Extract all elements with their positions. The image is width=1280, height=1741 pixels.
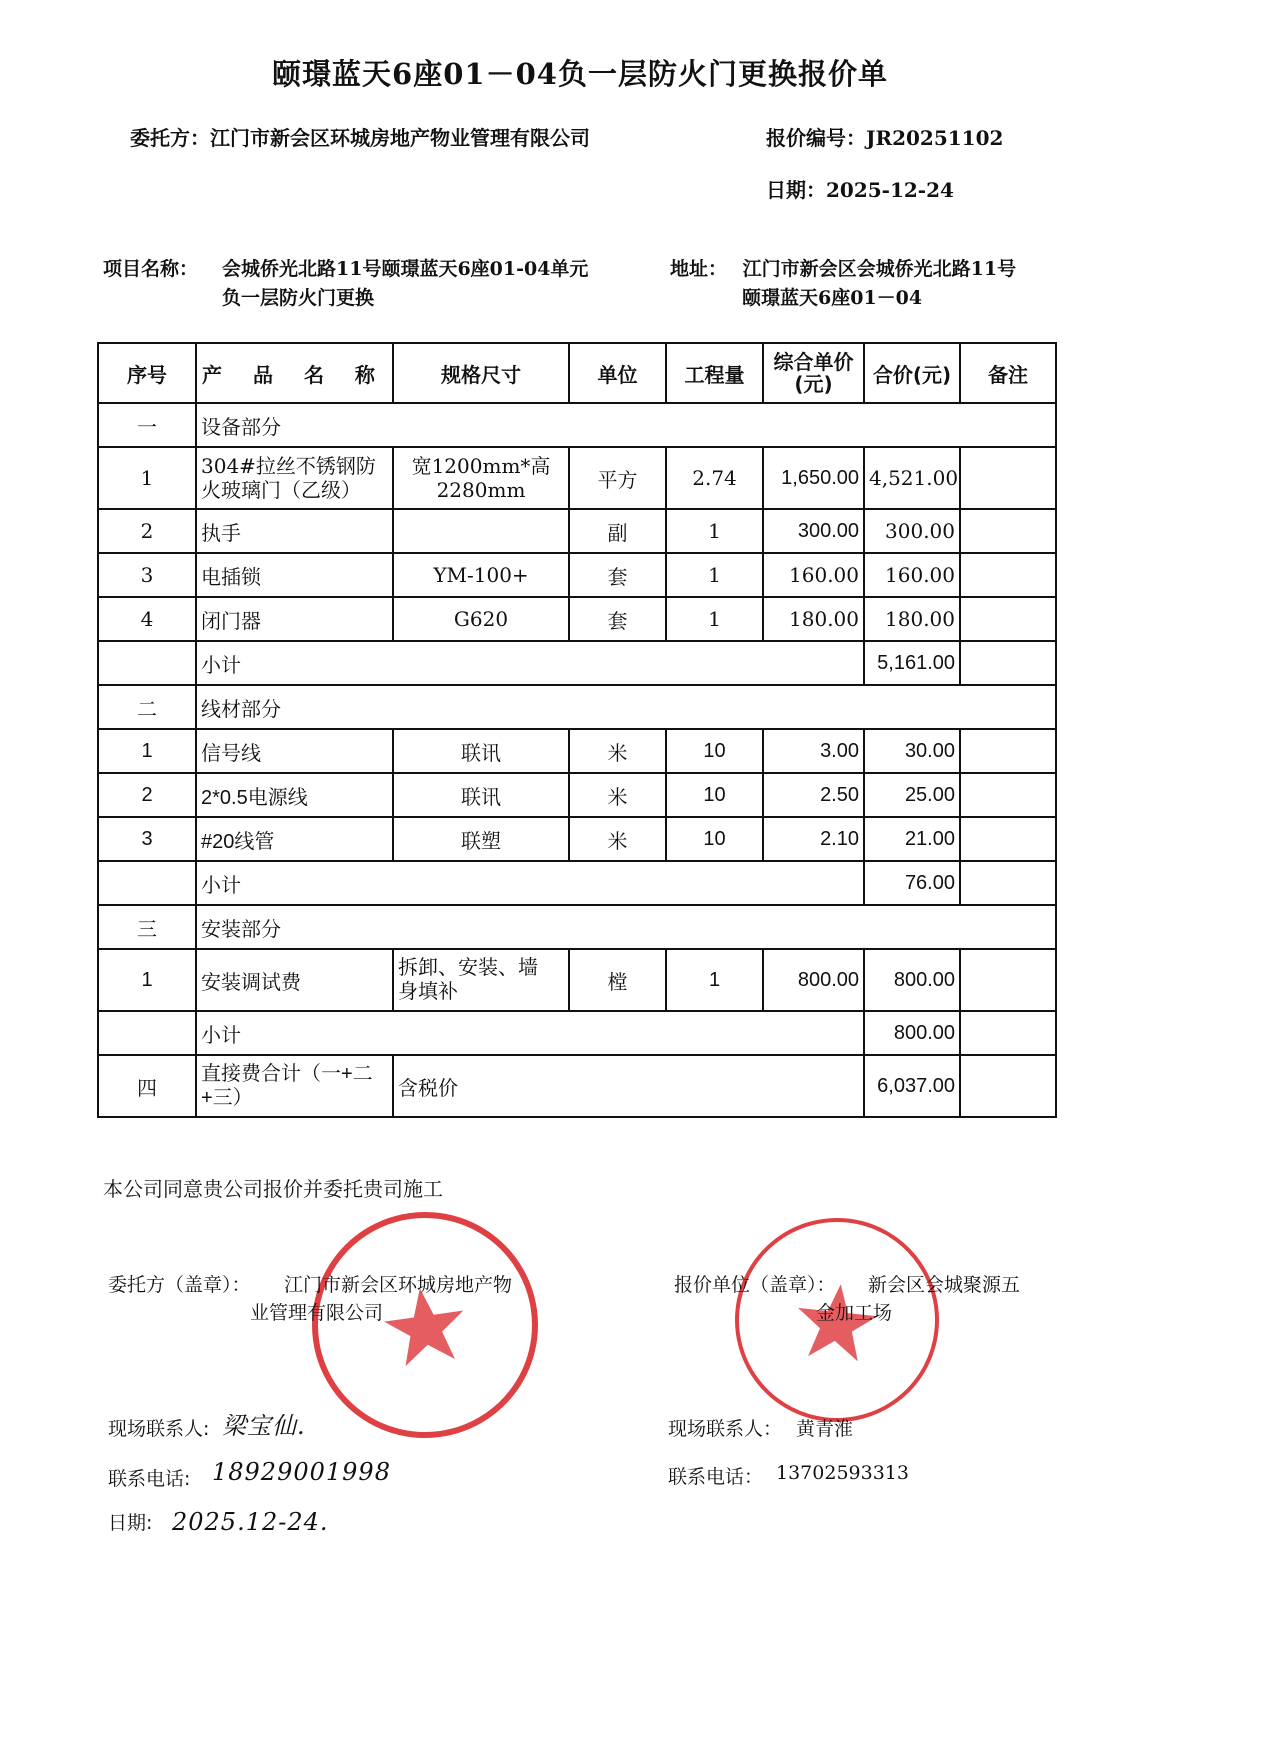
section-name: 设备部分 <box>196 403 1056 447</box>
row-no: 3 <box>98 553 196 597</box>
col-header-note: 备注 <box>960 343 1056 403</box>
table-row <box>98 817 1056 861</box>
row-spec-l1: 宽1200mm*高 <box>411 454 551 478</box>
section-index: 二 <box>98 685 196 729</box>
row-no: 1 <box>98 447 196 509</box>
address-line2: 颐璟蓝天6座01－04 <box>742 287 923 309</box>
row-spec: 联讯 <box>393 773 569 817</box>
section-index: 一 <box>98 403 196 447</box>
row-no: 3 <box>98 817 196 861</box>
agreement-text: 本公司同意贵公司报价并委托贵司施工 <box>103 1177 443 1201</box>
row-unit: 副 <box>569 509 666 553</box>
row-qty: 1 <box>666 509 763 553</box>
table-row <box>98 729 1056 773</box>
tax-note: 含税价 <box>393 1055 864 1117</box>
project-label: 项目名称： <box>103 258 199 280</box>
vendor-phone-value: 13702593313 <box>776 1462 909 1484</box>
subtotal-row <box>98 641 1056 685</box>
row-spec-l2: 身填补 <box>398 981 458 1003</box>
quote-number-label: 报价编号： <box>766 126 866 150</box>
subtotal-value: 800.00 <box>864 1011 960 1055</box>
row-no: 1 <box>98 949 196 1011</box>
row-spec: G620 <box>393 597 569 641</box>
subtotal-index <box>98 1011 196 1055</box>
grand-total-value: 6,037.00 <box>864 1055 960 1117</box>
row-qty: 10 <box>666 817 763 861</box>
table-row <box>98 509 1056 553</box>
client-date-handwritten: 2025.12-24. <box>172 1508 329 1536</box>
subtotal-index <box>98 861 196 905</box>
quote-date-value: 2025-12-24 <box>826 178 954 202</box>
row-name: #20线管 <box>196 817 393 861</box>
row-unit: 樘 <box>569 949 666 1011</box>
client-phone-label: 联系电话: <box>108 1468 191 1490</box>
row-spec-l1: 拆卸、安装、墙 <box>398 957 538 979</box>
subtotal-index <box>98 641 196 685</box>
subtotal-note <box>960 861 1056 905</box>
row-no: 4 <box>98 597 196 641</box>
table-row <box>98 553 1056 597</box>
row-total: 21.00 <box>864 817 960 861</box>
row-total: 30.00 <box>864 729 960 773</box>
row-name-l1: 304#拉丝不锈钢防 <box>201 454 376 478</box>
grand-note <box>960 1055 1056 1117</box>
row-spec: YM-100+ <box>393 553 569 597</box>
subtotal-value: 5,161.00 <box>864 641 960 685</box>
client-date-label: 日期: <box>108 1512 153 1534</box>
star-icon <box>304 1204 546 1446</box>
subtotal-note <box>960 1011 1056 1055</box>
row-note <box>960 817 1056 861</box>
address-line1: 江门市新会区会城侨光北路11号 <box>742 258 1017 280</box>
section-row <box>98 403 1056 447</box>
client-seal-name-l1: 江门市新会区环城房地产物 <box>284 1274 513 1296</box>
vendor-phone-label: 联系电话： <box>668 1466 764 1488</box>
row-price: 180.00 <box>763 597 864 641</box>
quote-date-label: 日期： <box>766 178 826 202</box>
project-name <box>222 255 588 313</box>
subtotal-row <box>98 861 1056 905</box>
row-total: 800.00 <box>864 949 960 1011</box>
address-label: 地址： <box>670 258 728 280</box>
grand-label-l2: +三） <box>201 1087 253 1109</box>
address-value <box>742 255 1016 313</box>
quote-table <box>97 342 1057 1118</box>
row-unit: 套 <box>569 597 666 641</box>
vendor-seal-name-l2: 金加工场 <box>816 1302 893 1324</box>
project-name-line2: 负一层防火门更换 <box>222 287 375 309</box>
table-row <box>98 949 1056 1011</box>
client-line <box>130 122 590 151</box>
section-row <box>98 905 1056 949</box>
row-qty: 10 <box>666 729 763 773</box>
row-no: 2 <box>98 509 196 553</box>
row-price: 1,650.00 <box>763 447 864 509</box>
section-name: 安装部分 <box>196 905 1056 949</box>
col-header-name: 产 品 名 称 <box>196 343 393 403</box>
row-total: 160.00 <box>864 553 960 597</box>
row-no: 2 <box>98 773 196 817</box>
client-phone-handwritten: 18929001998 <box>212 1458 391 1486</box>
section-index: 三 <box>98 905 196 949</box>
quote-number-value: JR20251102 <box>866 126 1004 150</box>
quote-number <box>766 122 1003 151</box>
project-name-line1: 会城侨光北路11号颐璟蓝天6座01-04单元 <box>222 258 589 280</box>
col-header-unit-price-l1: 综合单价 <box>773 350 854 374</box>
grand-label-l1: 直接费合计（一+二 <box>201 1063 373 1085</box>
client-seal-label: 委托方（盖章）： <box>108 1274 251 1296</box>
col-header-qty: 工程量 <box>666 343 763 403</box>
row-price: 2.50 <box>763 773 864 817</box>
table-row <box>98 447 1056 509</box>
col-header-unit: 单位 <box>569 343 666 403</box>
subtotal-value: 76.00 <box>864 861 960 905</box>
col-header-spec: 规格尺寸 <box>393 343 569 403</box>
row-total: 180.00 <box>864 597 960 641</box>
row-note <box>960 949 1056 1011</box>
row-note <box>960 773 1056 817</box>
row-price: 160.00 <box>763 553 864 597</box>
row-price: 800.00 <box>763 949 864 1011</box>
row-name: 信号线 <box>196 729 393 773</box>
row-no: 1 <box>98 729 196 773</box>
subtotal-row <box>98 1011 1056 1055</box>
client-label: 委托方： <box>130 126 210 150</box>
row-unit: 平方 <box>569 447 666 509</box>
row-qty: 10 <box>666 773 763 817</box>
row-unit: 米 <box>569 773 666 817</box>
row-note <box>960 597 1056 641</box>
grand-index: 四 <box>98 1055 196 1117</box>
subtotal-label: 小计 <box>196 861 864 905</box>
quote-date <box>766 174 954 203</box>
client-value: 江门市新会区环城房地产物业管理有限公司 <box>210 126 590 150</box>
subtotal-label: 小计 <box>196 1011 864 1055</box>
subtotal-label: 小计 <box>196 641 864 685</box>
row-name: 电插锁 <box>196 553 393 597</box>
col-header-no: 序号 <box>98 343 196 403</box>
row-spec: 联讯 <box>393 729 569 773</box>
client-company-stamp <box>297 1197 552 1452</box>
row-spec: 联塑 <box>393 817 569 861</box>
row-qty: 1 <box>666 949 763 1011</box>
row-note <box>960 447 1056 509</box>
client-contact-handwritten: 梁宝仙. <box>222 1412 306 1440</box>
section-name: 线材部分 <box>196 685 1056 729</box>
row-name: 安装调试费 <box>196 949 393 1011</box>
row-spec <box>393 447 569 509</box>
subtotal-note <box>960 641 1056 685</box>
row-unit: 米 <box>569 817 666 861</box>
row-name <box>196 447 393 509</box>
row-qty: 1 <box>666 597 763 641</box>
grand-label <box>196 1055 393 1117</box>
row-name: 2*0.5电源线 <box>196 773 393 817</box>
vendor-contact-label: 现场联系人： <box>668 1418 783 1440</box>
row-spec <box>393 509 569 553</box>
table-row <box>98 773 1056 817</box>
row-name: 闭门器 <box>196 597 393 641</box>
row-spec <box>393 949 569 1011</box>
row-note <box>960 553 1056 597</box>
grand-total-row <box>98 1055 1056 1117</box>
vendor-seal-label: 报价单位（盖章）： <box>674 1274 836 1296</box>
client-contact-label: 现场联系人: <box>108 1418 210 1440</box>
row-qty: 1 <box>666 553 763 597</box>
row-price: 2.10 <box>763 817 864 861</box>
document-title: 颐璟蓝天6座01－04负一层防火门更换报价单 <box>272 57 888 91</box>
row-total: 25.00 <box>864 773 960 817</box>
section-row <box>98 685 1056 729</box>
vendor-contact-name: 黄青淮 <box>796 1418 854 1440</box>
vendor-seal-name-l1: 新会区会城聚源五 <box>868 1274 1021 1296</box>
row-total: 300.00 <box>864 509 960 553</box>
row-qty: 2.74 <box>666 447 763 509</box>
row-name: 执手 <box>196 509 393 553</box>
row-total: 4,521.00 <box>864 447 960 509</box>
client-seal-name-l2: 业管理有限公司 <box>250 1302 384 1324</box>
row-unit: 米 <box>569 729 666 773</box>
col-header-unit-price-l2: (元) <box>794 372 833 396</box>
col-header-total: 合价(元) <box>864 343 960 403</box>
table-header-row <box>98 343 1056 403</box>
row-note <box>960 729 1056 773</box>
row-price: 3.00 <box>763 729 864 773</box>
row-price: 300.00 <box>763 509 864 553</box>
row-note <box>960 509 1056 553</box>
row-name-l2: 火玻璃门（乙级） <box>201 478 361 502</box>
row-unit: 套 <box>569 553 666 597</box>
col-header-unit-price <box>763 343 864 403</box>
row-spec-l2: 2280mm <box>436 478 526 502</box>
table-row <box>98 597 1056 641</box>
